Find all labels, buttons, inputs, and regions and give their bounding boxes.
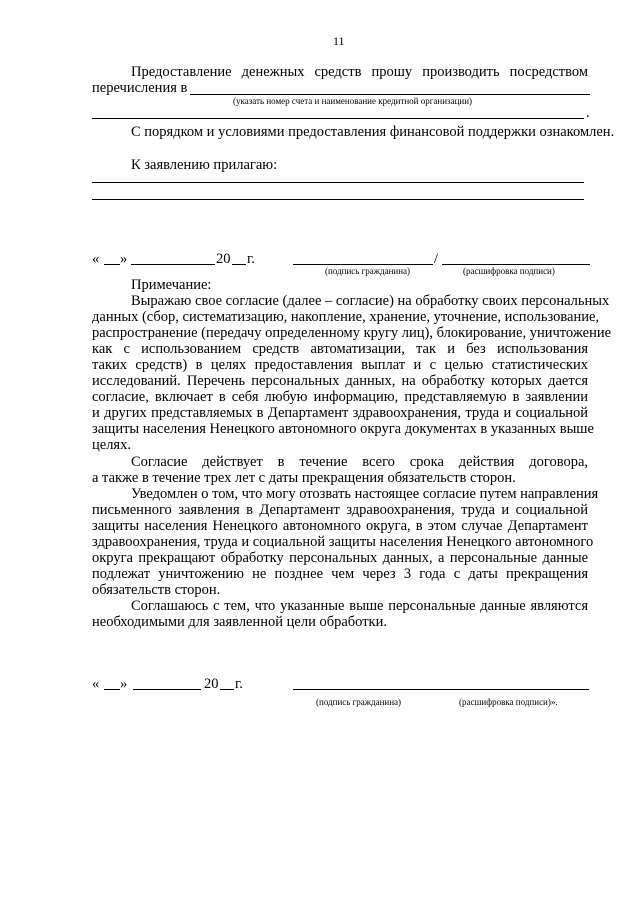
sig1-decode-line <box>442 264 590 265</box>
sig2-sign-hint: (подпись гражданина) <box>316 697 402 707</box>
consent-line: защиты населения Ненецкого автономного округа документах в указанных выше <box>92 421 594 437</box>
sig1-decode-hint: (расшифровка подписи) <box>463 266 555 276</box>
consent-line: данных (сбор, систематизацию, накопление, хранение, уточнение, использование, <box>92 309 600 325</box>
consent-line: как с использованием средств автоматизации, так и без использования <box>92 341 588 357</box>
sig1-sign-hint: (подпись гражданина) <box>325 266 411 276</box>
sig1-quote-open: « <box>92 251 100 267</box>
account-underline-2 <box>92 118 584 119</box>
attach-line-2 <box>92 199 584 200</box>
request-period: . <box>586 105 590 121</box>
request-line-2: перечисления в <box>92 80 188 96</box>
request-line-1: Предоставление денежных средств прошу производить посредством <box>131 64 588 80</box>
revoke-line: защиты населения Ненецкого автономного округа, в этом случае Департамент <box>92 518 588 534</box>
consent-line: таких средств) в целях предоставления выплат и с целью статистических <box>92 357 588 373</box>
account-underline <box>190 94 590 95</box>
revoke-line: здравоохранения, труда и социальной защиты населения Ненецкого автономного <box>92 534 594 550</box>
sig2-quote-close: » <box>120 676 128 692</box>
revoke-line: обязательств сторон. <box>92 582 221 598</box>
agree-line: Соглашаюсь с тем, что указанные выше персональные данные являются <box>131 598 588 614</box>
sig1-year-suffix: г. <box>247 251 255 267</box>
sig2-month-line <box>133 689 201 690</box>
validity-line: Согласие действует в течение всего срока действия договора, <box>131 454 588 470</box>
sig1-year-prefix: 20 <box>216 251 231 267</box>
sig1-year-line <box>232 264 246 265</box>
sig1-quote-close: » <box>120 251 128 267</box>
consent-line: исследований. Перечень персональных данных, на обработку которых дается <box>92 373 588 389</box>
consent-line: целях. <box>92 437 131 453</box>
sig1-signature-line <box>293 264 433 265</box>
revoke-line: округа прекращают обработку персональных данных, а персональные данные <box>92 550 588 566</box>
acknowledged-text: С порядком и условиями предоставления финансовой поддержки ознакомлен. <box>131 124 615 140</box>
consent-line: распространение (передачу определенному кругу лиц), блокирование, уничтожение <box>92 325 612 341</box>
sig2-year-line <box>220 689 234 690</box>
sig2-year-prefix: 20 <box>204 676 219 692</box>
consent-line: согласие, включает в себя любую информацию, представляемую в заявлении <box>92 389 588 405</box>
note-label: Примечание: <box>131 277 212 293</box>
attach-line-1 <box>92 182 584 183</box>
page-number: 11 <box>333 34 345 48</box>
revoke-line: подлежат уничтожению не позднее чем через 3 года с даты прекращения <box>92 566 588 582</box>
sig2-day-line <box>104 689 120 690</box>
sig2-decode-hint: (расшифровка подписи)». <box>459 697 558 707</box>
attach-label: К заявлению прилагаю: <box>131 157 278 173</box>
sig1-month-line <box>131 264 215 265</box>
consent-line: Выражаю свое согласие (далее – согласие) на обработку своих персональных <box>131 293 610 309</box>
validity-line: а также в течение трех лет с даты прекращения обязательств сторон. <box>92 470 516 486</box>
sig2-year-suffix: г. <box>235 676 243 692</box>
sig2-quote-open: « <box>92 676 100 692</box>
revoke-line: Уведомлен о том, что могу отозвать настоящее согласие путем направления <box>131 486 599 502</box>
sig2-signature-line <box>293 689 589 690</box>
sig1-day-line <box>104 264 120 265</box>
sig1-slash: / <box>434 251 439 267</box>
agree-line: необходимыми для заявленной цели обработки. <box>92 614 387 630</box>
account-hint: (указать номер счета и наименование кредитной организации) <box>233 96 473 106</box>
consent-line: и других представляемых в Департамент здравоохранения, труда и социальной <box>92 405 588 421</box>
revoke-line: письменного заявления в Департамент здравоохранения, труда и социальной <box>92 502 588 518</box>
